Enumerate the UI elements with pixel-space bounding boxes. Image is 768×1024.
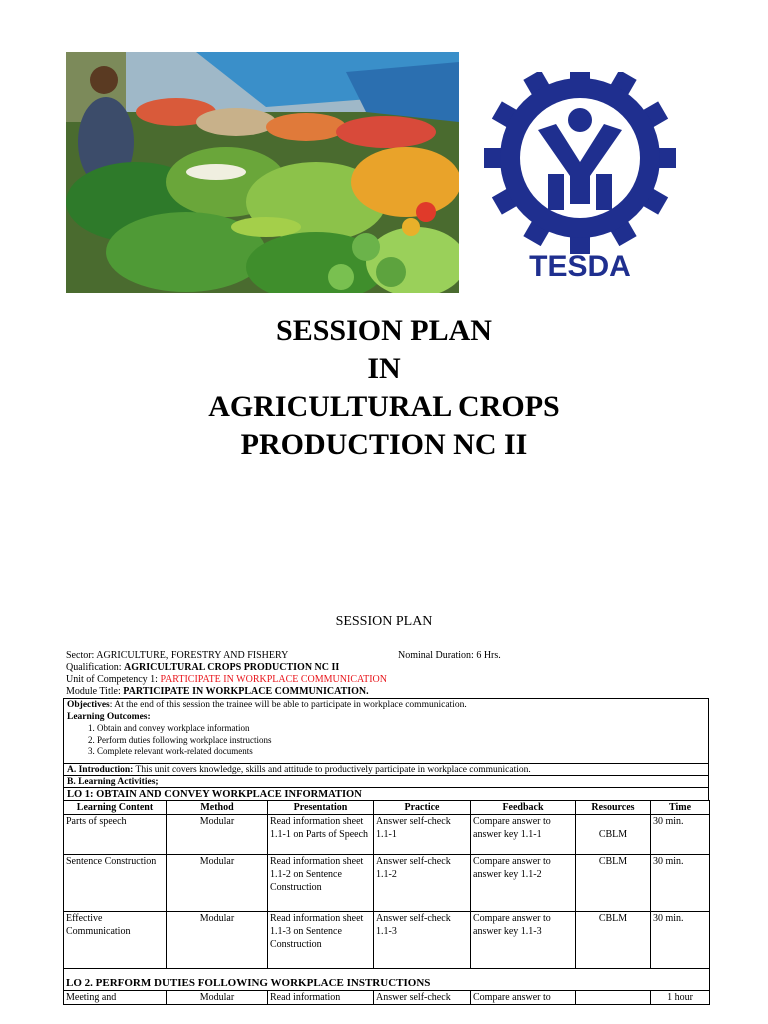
qualification-label: Qualification: [66,662,122,673]
table-cell: Answer self-check 1.1-3 [374,912,471,969]
table-cell: Answer self-check 1.1-2 [374,855,471,912]
table-cell: Effective Communication [64,912,167,969]
objectives-label: Objectives [67,700,110,710]
cover-title-line-3: AGRICULTURAL CROPS [208,390,560,423]
table-cell: 30 min. [651,855,710,912]
learning-activities-table [63,800,710,1005]
table-header-row [64,801,710,815]
table-row [64,912,710,969]
table-cell: Parts of speech [64,815,167,855]
module-value: PARTICIPATE IN WORKPLACE COMMUNICATION. [123,686,369,697]
unit-value: PARTICIPATE IN WORKPLACE COMMUNICATION [160,674,387,685]
table-cell: 1 hour [651,991,710,1005]
table-cell: Answer self-check 1.1-1 [374,815,471,855]
lo2-title-row [64,969,710,991]
cover-photo-vegetable-market [66,52,459,293]
cover-title-line-2: IN [367,352,401,385]
learning-outcome-item: 3. Complete relevant work-related documents [97,746,705,758]
tesda-gear-logo-icon [478,72,682,284]
objectives-line [67,700,705,712]
introduction-label: A. Introduction: [67,765,134,775]
lo1-title-row: LO 1: OBTAIN AND CONVEY WORKPLACE INFORMATION [63,787,709,801]
qualification-value: AGRICULTURAL CROPS PRODUCTION NC II [124,662,340,673]
learning-outcome-item: 2. Perform duties following workplace instructions [97,735,705,747]
column-header: Method [167,801,268,815]
table-cell: Compare answer to answer key 1.1-3 [471,912,576,969]
table-cell: CBLM [576,815,651,855]
module-label: Module Title: [66,686,121,697]
objectives-text: : At the end of this session the trainee will be able to participate in workplace communication. [109,700,467,710]
table-cell [576,991,651,1005]
table-cell: Modular [167,855,268,912]
column-header: Presentation [268,801,374,815]
duration-label: Nominal Duration: [398,650,474,661]
table-cell: Compare answer to answer key 1.1-2 [471,855,576,912]
introduction-text: This unit covers knowledge, skills and attitude to productively participate in workplace communication. [133,765,531,775]
column-header: Resources [576,801,651,815]
table-row [64,815,710,855]
column-header: Practice [374,801,471,815]
table-cell: Answer self-check [374,991,471,1005]
table-row [64,855,710,912]
table-cell: Read information [268,991,374,1005]
table-cell: 30 min. [651,815,710,855]
table-cell: Sentence Construction [64,855,167,912]
table-cell: CBLM [576,912,651,969]
sector-line [66,650,288,662]
learning-activities-row: B. Learning Activities; [63,775,709,788]
sector-label: Sector: [66,650,95,661]
unit-label: Unit of Competency 1: [66,674,158,685]
column-header: Feedback [471,801,576,815]
sector-value: AGRICULTURE, FORESTRY AND FISHERY [96,650,289,661]
session-plan-heading: SESSION PLAN [335,614,433,629]
table-cell: Modular [167,991,268,1005]
tesda-logo-text: TESDA [529,250,631,283]
column-header: Time [651,801,710,815]
column-header: Learning Content [64,801,167,815]
table-cell: Read information sheet 1.1-2 on Sentence Construction [268,855,374,912]
table-cell: Read information sheet 1.1-3 on Sentence Construction [268,912,374,969]
objectives-box [63,698,709,764]
unit-line [66,674,387,686]
cover-title-line-1: SESSION PLAN [276,314,492,347]
learning-outcomes-list [67,723,705,758]
table-row [64,991,710,1005]
duration-value: 6 Hrs. [476,650,501,661]
cover-title [0,312,768,464]
table-cell: Read information sheet 1.1-1 on Parts of Speech [268,815,374,855]
duration-line [398,650,501,662]
table-cell: 30 min. [651,912,710,969]
table-cell: Compare answer to [471,991,576,1005]
table-cell: Compare answer to answer key 1.1-1 [471,815,576,855]
table-cell: CBLM [576,855,651,912]
cover-title-line-4: PRODUCTION NC II [240,428,528,461]
market-illustration [66,52,459,293]
learning-outcomes-label: Learning Outcomes: [67,711,151,722]
table-cell: Modular [167,815,268,855]
tesda-logo [478,72,682,284]
learning-outcome-item: 1. Obtain and convey workplace information [97,723,705,735]
module-line [66,686,369,698]
qualification-line [66,662,339,674]
lo2-title: LO 2. PERFORM DUTIES FOLLOWING WORKPLACE INSTRUCTIONS [64,969,710,991]
table-cell: Modular [167,912,268,969]
table-cell: Meeting and [64,991,167,1005]
